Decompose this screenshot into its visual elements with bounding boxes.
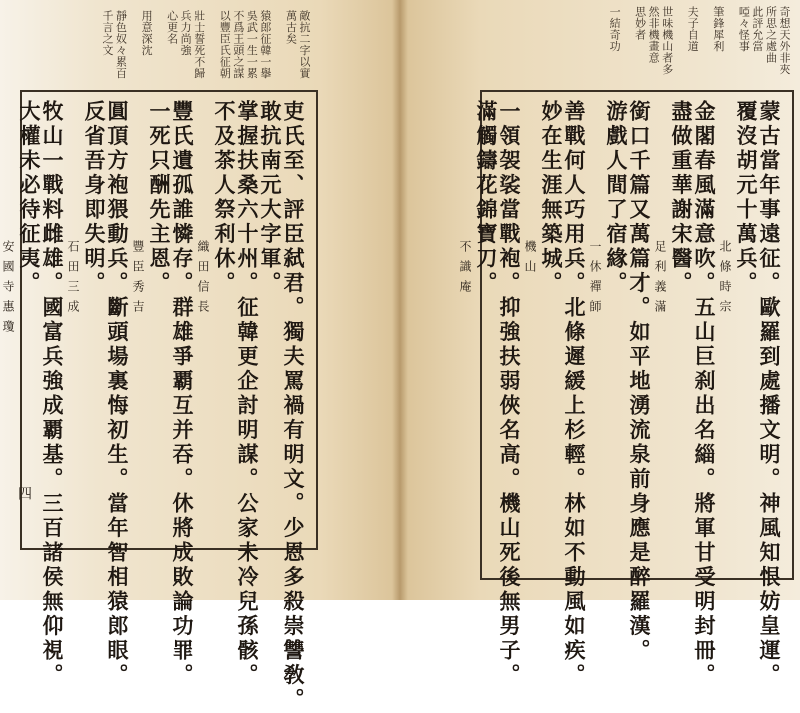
margin-note [285,10,310,79]
poem-line: 盡做重華謝宋醫。 [669,100,694,296]
poem-line: 豐氏遺孤誰憐存。群雄爭覇互并吞。休將成敗論功罪。 [170,100,195,688]
margin-note-line: 心更名 [165,10,179,45]
left-poems [1,100,306,713]
poem-author: 豐臣秀吉 [131,240,145,320]
poem [195,100,304,713]
poem-line: 圓頂方袍猥動兵。斷頭場裏悔初生。當年智相猿郎眼。 [105,100,130,688]
right-margin-notes [510,6,790,96]
poem-author: 織田信長 [196,240,210,320]
poem-author: 機山 [523,240,537,280]
poem-line: 吏氏至、評臣弑君。獨夫罵禍有明文。少恩多殺崇讐敎。 [281,100,306,713]
margin-note-line: 所思之處曲 [764,6,778,64]
poem-line: 牧山一戰料雌雄。國富兵強成覇基。三百諸侯無仰視。 [40,100,65,688]
margin-note-line: 吳武一生一累 [245,10,259,79]
poem-line: 敢抗南元大字軍。 [258,100,283,296]
margin-note-line: 夫子自道 [686,6,700,52]
margin-note-line: 然非機畫意 [647,6,661,64]
margin-note-line: 啞々怪事 [737,6,751,52]
poem-author: 一休禪師 [588,240,602,320]
page-number: 四 [16,486,32,500]
margin-note [634,6,673,75]
poem-line: 妙在生涯無築城。 [539,100,564,296]
poem-line: 大權未必待征夷。 [17,100,42,296]
right-poem-box [458,90,794,688]
margin-note [687,6,699,52]
poem-author: 足利義滿 [653,240,667,320]
right-poems [458,100,782,688]
margin-note-line: 靜色奴々累百 [114,10,128,79]
margin-note-line: 不爲王頭之謀 [231,10,245,79]
margin-note-line: 此評允當 [750,6,764,52]
margin-note-line: 思妙者 [633,6,647,41]
margin-note [738,6,790,75]
margin-note-line: 猿郎征韓一擧 [258,10,272,79]
margin-note-line: 敵抗二字以實 [298,10,311,79]
poem-line: 反省吾身即失明。 [82,100,107,296]
margin-note-line: 一結奇功 [608,6,622,52]
margin-note-line: 用意深沈 [140,10,154,56]
margin-note [141,10,153,56]
left-margin-notes [22,10,310,90]
margin-note [712,6,724,52]
left-poem-box [1,90,318,713]
poem [587,100,650,664]
right-page [400,0,800,688]
poem-line: 滿觸鑄花錦寶刀。 [474,100,499,296]
margin-note-line: 壯士誓死不歸 [192,10,206,79]
margin-note [609,6,621,52]
poem-line: 覆沒胡元十萬兵。 [734,100,759,296]
margin-note-line: 以豐臣氏征朝 [218,10,232,79]
poem-author: 石田三成 [66,240,80,320]
poem-line: 金閣春風滿意吹。五山巨刹出名緇。將軍甘受明封冊。 [692,100,717,688]
poem-line: 不及茶人祭利休。 [212,100,237,296]
poem-line: 銜口千篇又萬篇才。如平地湧流泉前身應是醉羅漢。 [627,100,652,664]
margin-note-line: 奇想天外非夾 [778,6,791,75]
poem-line: 一死只酬先主恩。 [147,100,172,296]
poem-line: 游戲人間了宿緣。 [604,100,629,296]
poem-line: 善戰何人巧用兵。北條遲緩上杉輕。林如不動風如疾。 [562,100,587,688]
margin-note-line: 兵力尚強 [179,10,193,56]
margin-note [166,10,205,79]
poem-line: 一領袈裟當戰袍。抑強扶弱俠名高。機山死後無男子。 [497,100,522,688]
margin-note-line: 筆鋒犀利 [711,6,725,52]
margin-note-line: 世味機山者多 [660,6,674,75]
poem-author: 不識庵 [458,240,472,300]
poem-author: 安國寺惠瓊 [1,240,15,340]
poem-line: 蒙古當年事遠征。歐羅到處播文明。神風知恨妨皇運。 [757,100,782,688]
margin-note-line: 萬古矣 [284,10,298,45]
poem-author: 北條時宗 [718,240,732,320]
margin-note-line: 千言之文 [100,10,114,56]
margin-note [219,10,271,79]
margin-note [101,10,126,79]
poem-line: 掌握扶桑六十州。征韓更企討明謀。公家未冷兒孫骸。 [235,100,260,688]
